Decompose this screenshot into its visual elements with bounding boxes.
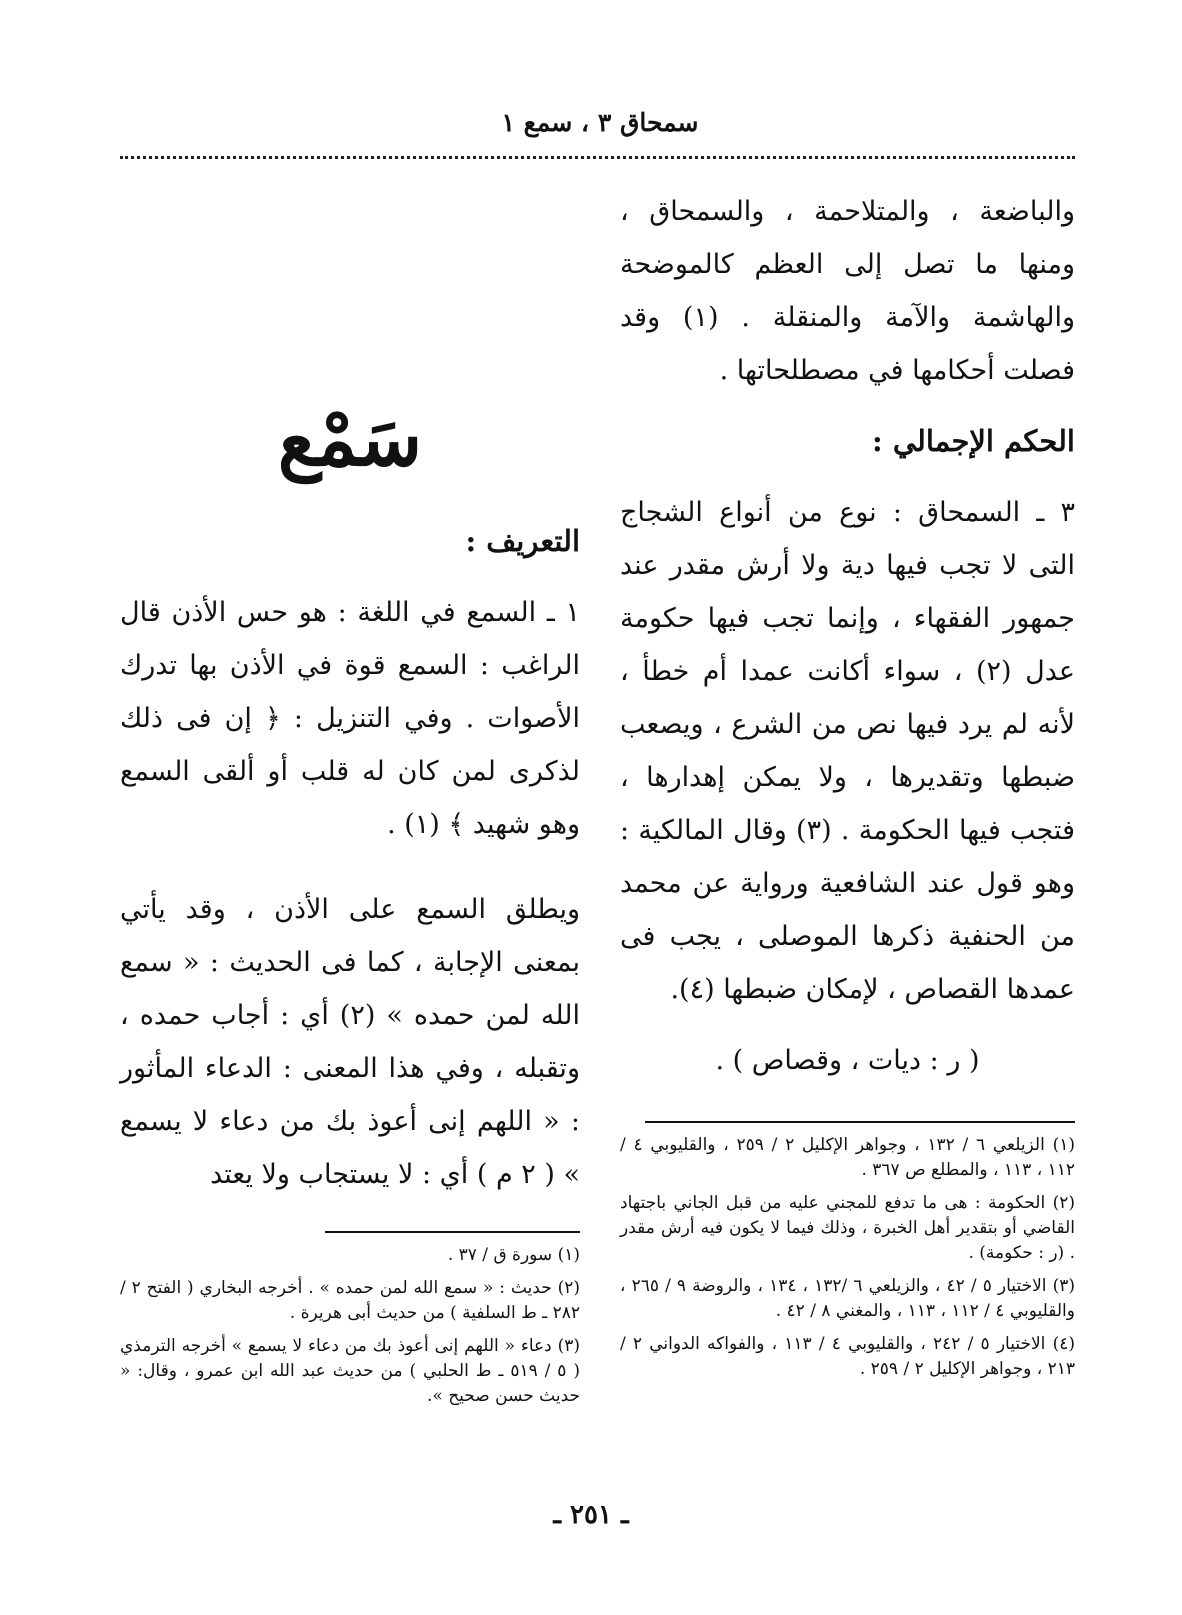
footnote: (٤) الاختيار ٥ / ٢٤٢ ، والقليوبي ٤ / ١١٣ ، والفواكه الدواني ٢ / ٢١٣ ، وجواهر الإكليل ٢ / ٢٥٩ . xyxy=(620,1334,1075,1379)
right-column xyxy=(620,185,1075,1390)
cross-reference: ( ر : ديات ، وقصاص ) . xyxy=(715,1045,980,1076)
entry-title: سَمْع xyxy=(277,397,423,483)
footnotes-left xyxy=(120,1243,580,1409)
footnote: (٢) حديث : « سمع الله لمن حمده » . أخرجه البخاري ( الفتح ٢ / ٢٨٢ ـ ط السلفية ) من حديث أبى هريرة . xyxy=(120,1278,580,1323)
paragraph-3: ٣ ـ السمحاق : نوع من أنواع الشجاج التى لا تجب فيها دية ولا أرش مقدر عند جمهور الفقهاء ، وإنما تجب فيها حكومة عدل (٢) ، سواء أكانت عمدا أم خطأ ، لأنه لم يرد فيها نص من الشرع ، ويصعب ضبطها وتقديرها ، ولا يمكن إهدارها ، فتجب فيها الحكومة . (٣) وقال المالكية : وهو قول عند الشافعية ورواية عن محمد من الحنفية ذكرها الموصلى ، يجب فى عمدها القصاص ، لإمكان ضبطها (٤). xyxy=(620,497,1075,1005)
intro-paragraph: والباضعة ، والمتلاحمة ، والسمحاق ، ومنها ما تصل إلى العظم كالموضحة والهاشمة والآمة والمنقلة . (١) وقد فصلت أحكامها في مصطلحاتها . xyxy=(620,196,1075,386)
header-dotted-rule xyxy=(120,156,1075,159)
section-heading-general-ruling: الحكم الإجمالي : xyxy=(872,424,1075,458)
footnote: (٣) دعاء « اللهم إنى أعوذ بك من دعاء لا يسمع » أخرجه الترمذي ( ٥ / ٥١٩ ـ ط الحلبي ) من حديث عبد الله ابن عمرو ، وقال: « حديث حسن صحيح ». xyxy=(120,1336,580,1406)
running-header: سمحاق ٣ ، سمع ١ xyxy=(501,108,699,137)
footnote: (٣) الاختيار ٥ / ٤٢ ، والزيلعي ٦ /١٣٢ ، ١٣٤ ، والروضة ٩ / ٢٦٥ ، والقليوبي ٤ / ١١٢ ، ١١٣ ، والمغني ٨ / ٤٢ . xyxy=(620,1276,1075,1321)
page-number: ـ ٢٥١ ـ xyxy=(553,1500,629,1530)
footnotes-right xyxy=(620,1133,1075,1382)
paragraph-1: ١ ـ السمع في اللغة : هو حس الأذن قال الراغب : السمع قوة في الأذن بها تدرك الأصوات . وفي التنزيل : ﴿ إن فى ذلك لذكرى لمن كان له قلب أو ألقى السمع وهو شهيد ﴾ (١) . xyxy=(120,597,580,840)
section-heading-definition: التعريف : xyxy=(465,524,580,558)
footnote: (١) الزيلعي ٦ / ١٣٢ ، وجواهر الإكليل ٢ / ٢٥٩ ، والقليوبي ٤ / ١١٢ ، ١١٣ ، والمطلع ص ٣٦٧ . xyxy=(620,1135,1075,1180)
left-column xyxy=(120,185,580,1417)
paragraph-2: ويطلق السمع على الأذن ، وقد يأتي بمعنى الإجابة ، كما فى الحديث : « سمع الله لمن حمده » (٢) أي : أجاب حمده ، وتقبله ، وفي هذا المعنى : الدعاء المأثور : « اللهم إنى أعوذ بك من دعاء لا يسمع » ( ٢ م ) أي : لا يستجاب ولا يعتد xyxy=(120,894,580,1190)
footnote: (٢) الحكومة : هى ما تدفع للمجني عليه من قبل الجاني باجتهاد القاضي أو بتقدير أهل الخبرة ، وذلك فيما لا يكون فيه أرش مقدر . (ر : حكومة) . xyxy=(620,1193,1075,1263)
footnote: (١) سورة ق / ٣٧ . xyxy=(447,1245,580,1265)
